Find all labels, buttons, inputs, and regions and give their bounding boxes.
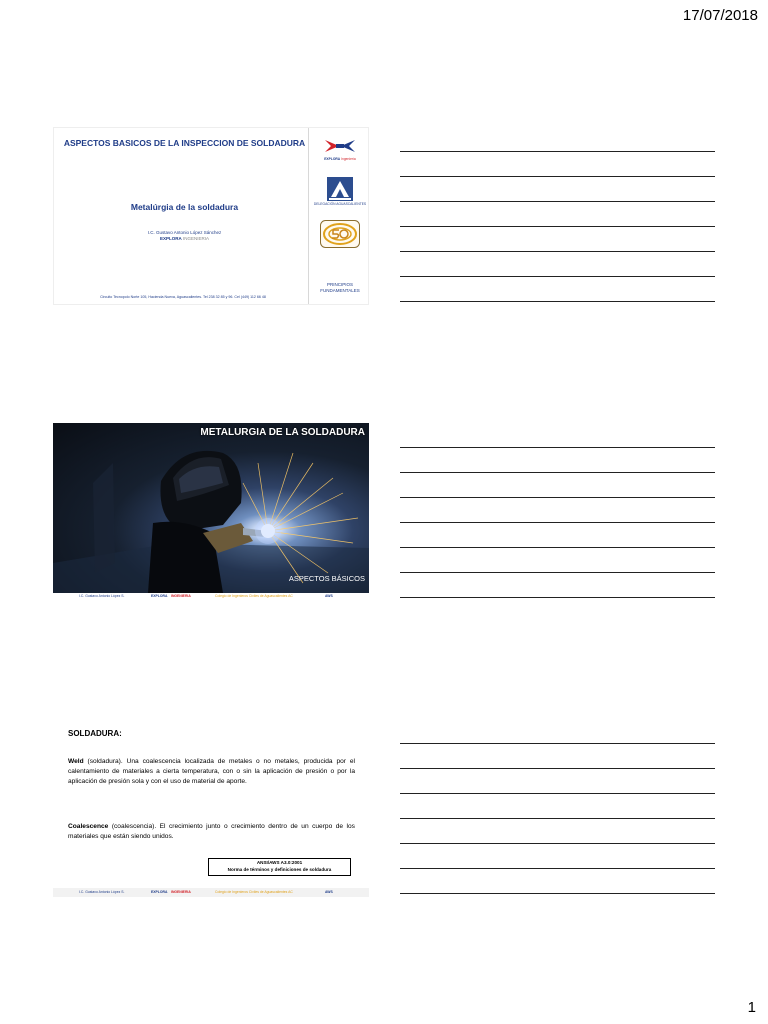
slide-2-caption: ASPECTOS BÁSICOS <box>288 574 365 583</box>
note-line <box>400 473 715 498</box>
note-line <box>400 794 715 819</box>
footer-company-a: EXPLORA <box>151 890 168 894</box>
term-coalescence: Coalescence <box>68 823 109 830</box>
slide-2-thumbnail <box>53 423 369 601</box>
slide-1-author-block <box>62 230 307 242</box>
slide-2-footer <box>53 593 369 601</box>
slide-2-title: METALURGIA DE LA SOLDADURA <box>200 427 365 438</box>
note-line <box>400 523 715 548</box>
note-line <box>400 127 715 152</box>
footer-company-b: INGENIERIA <box>171 594 191 598</box>
footer-author: I.C. Gustavo Antonio López S. <box>79 594 125 598</box>
notes-lines-slide-3 <box>400 719 715 894</box>
explora-logo-icon <box>324 138 356 159</box>
weld-definition <box>68 757 355 786</box>
slide-1-author: I.C. Gustavo Antonio López Sánchez <box>147 230 222 235</box>
coalescence-definition <box>68 822 355 842</box>
note-line <box>400 152 715 177</box>
slide-3-thumbnail <box>53 719 369 899</box>
footer-code: AWS <box>325 594 333 598</box>
slide-1-title: ASPECTOS BASICOS DE LA INSPECCION DE SOLDADURA <box>63 138 306 148</box>
footer-company-b: INGENIERIA <box>171 890 191 894</box>
note-line <box>400 548 715 573</box>
term-weld: Weld <box>68 758 84 765</box>
note-line <box>400 448 715 473</box>
footer-author: I.C. Gustavo Antonio López S. <box>79 890 125 894</box>
footer-company-a: EXPLORA <box>151 594 168 598</box>
note-line <box>400 498 715 523</box>
note-line <box>400 719 715 744</box>
fifty-years-logo-icon <box>320 220 360 253</box>
slide-1-subtitle: Metalúrgia de la soldadura <box>130 202 239 212</box>
note-line <box>400 177 715 202</box>
page-number: 1 <box>747 999 756 1016</box>
notes-lines-slide-2 <box>400 423 715 598</box>
note-line <box>400 277 715 302</box>
term-weld-definition: (soldadura). Una coalescencia localizada de metales o no metales, producida por el calentamiento de materiales a cierta temperatura, con o sin la aplicación de presión o por la aplicación de presión sola y con el uso de material de aporte. <box>68 758 355 785</box>
note-line <box>400 202 715 227</box>
note-line <box>400 227 715 252</box>
footer-code: AWS <box>325 890 333 894</box>
slide-3-footer <box>53 888 369 897</box>
note-line <box>400 252 715 277</box>
note-line <box>400 769 715 794</box>
notes-lines-slide-1 <box>400 127 715 302</box>
slide-1-logo-column <box>308 128 369 305</box>
note-line <box>400 869 715 894</box>
term-coalescence-definition: (coalescencia). El crecimiento junto o crecimiento dentro de un cuerpo de los materiales que están siendo unidos. <box>68 823 355 840</box>
standard-reference-box: ANSI/AWS A3.0:2001 Norma de términos y definiciones de soldadura <box>208 858 351 876</box>
note-line <box>400 573 715 598</box>
slide-1-address: Circuito Tecnopolo Norte 105, Hacienda Nueva, Aguascalientes. Tel 238 32 85 y 96. Cel (449) 112 66 48 <box>100 295 266 299</box>
cica-logo-caption: DELEGACIÓN AGUASCALIENTES <box>313 202 367 206</box>
footer-college: Colegio de Ingenieros Civiles de Aguascalientes AC <box>215 890 293 894</box>
note-line <box>400 423 715 448</box>
footer-college: Colegio de Ingenieros Civiles de Aguascalientes AC <box>215 594 293 598</box>
note-line <box>400 844 715 869</box>
note-line <box>400 819 715 844</box>
slide-1-company: EXPLORA INGENIERIA <box>159 236 210 241</box>
slide-1-thumbnail <box>53 127 369 305</box>
explora-logo-caption: EXPLORA Ingeniería <box>324 157 356 161</box>
welding-photo <box>53 423 369 593</box>
slide-1-side-footer: PRINCIPIOS FUNDAMENTALES <box>320 282 360 293</box>
note-line <box>400 744 715 769</box>
page-date: 17/07/2018 <box>682 7 758 24</box>
slide-3-heading: SOLDADURA: <box>68 729 122 738</box>
